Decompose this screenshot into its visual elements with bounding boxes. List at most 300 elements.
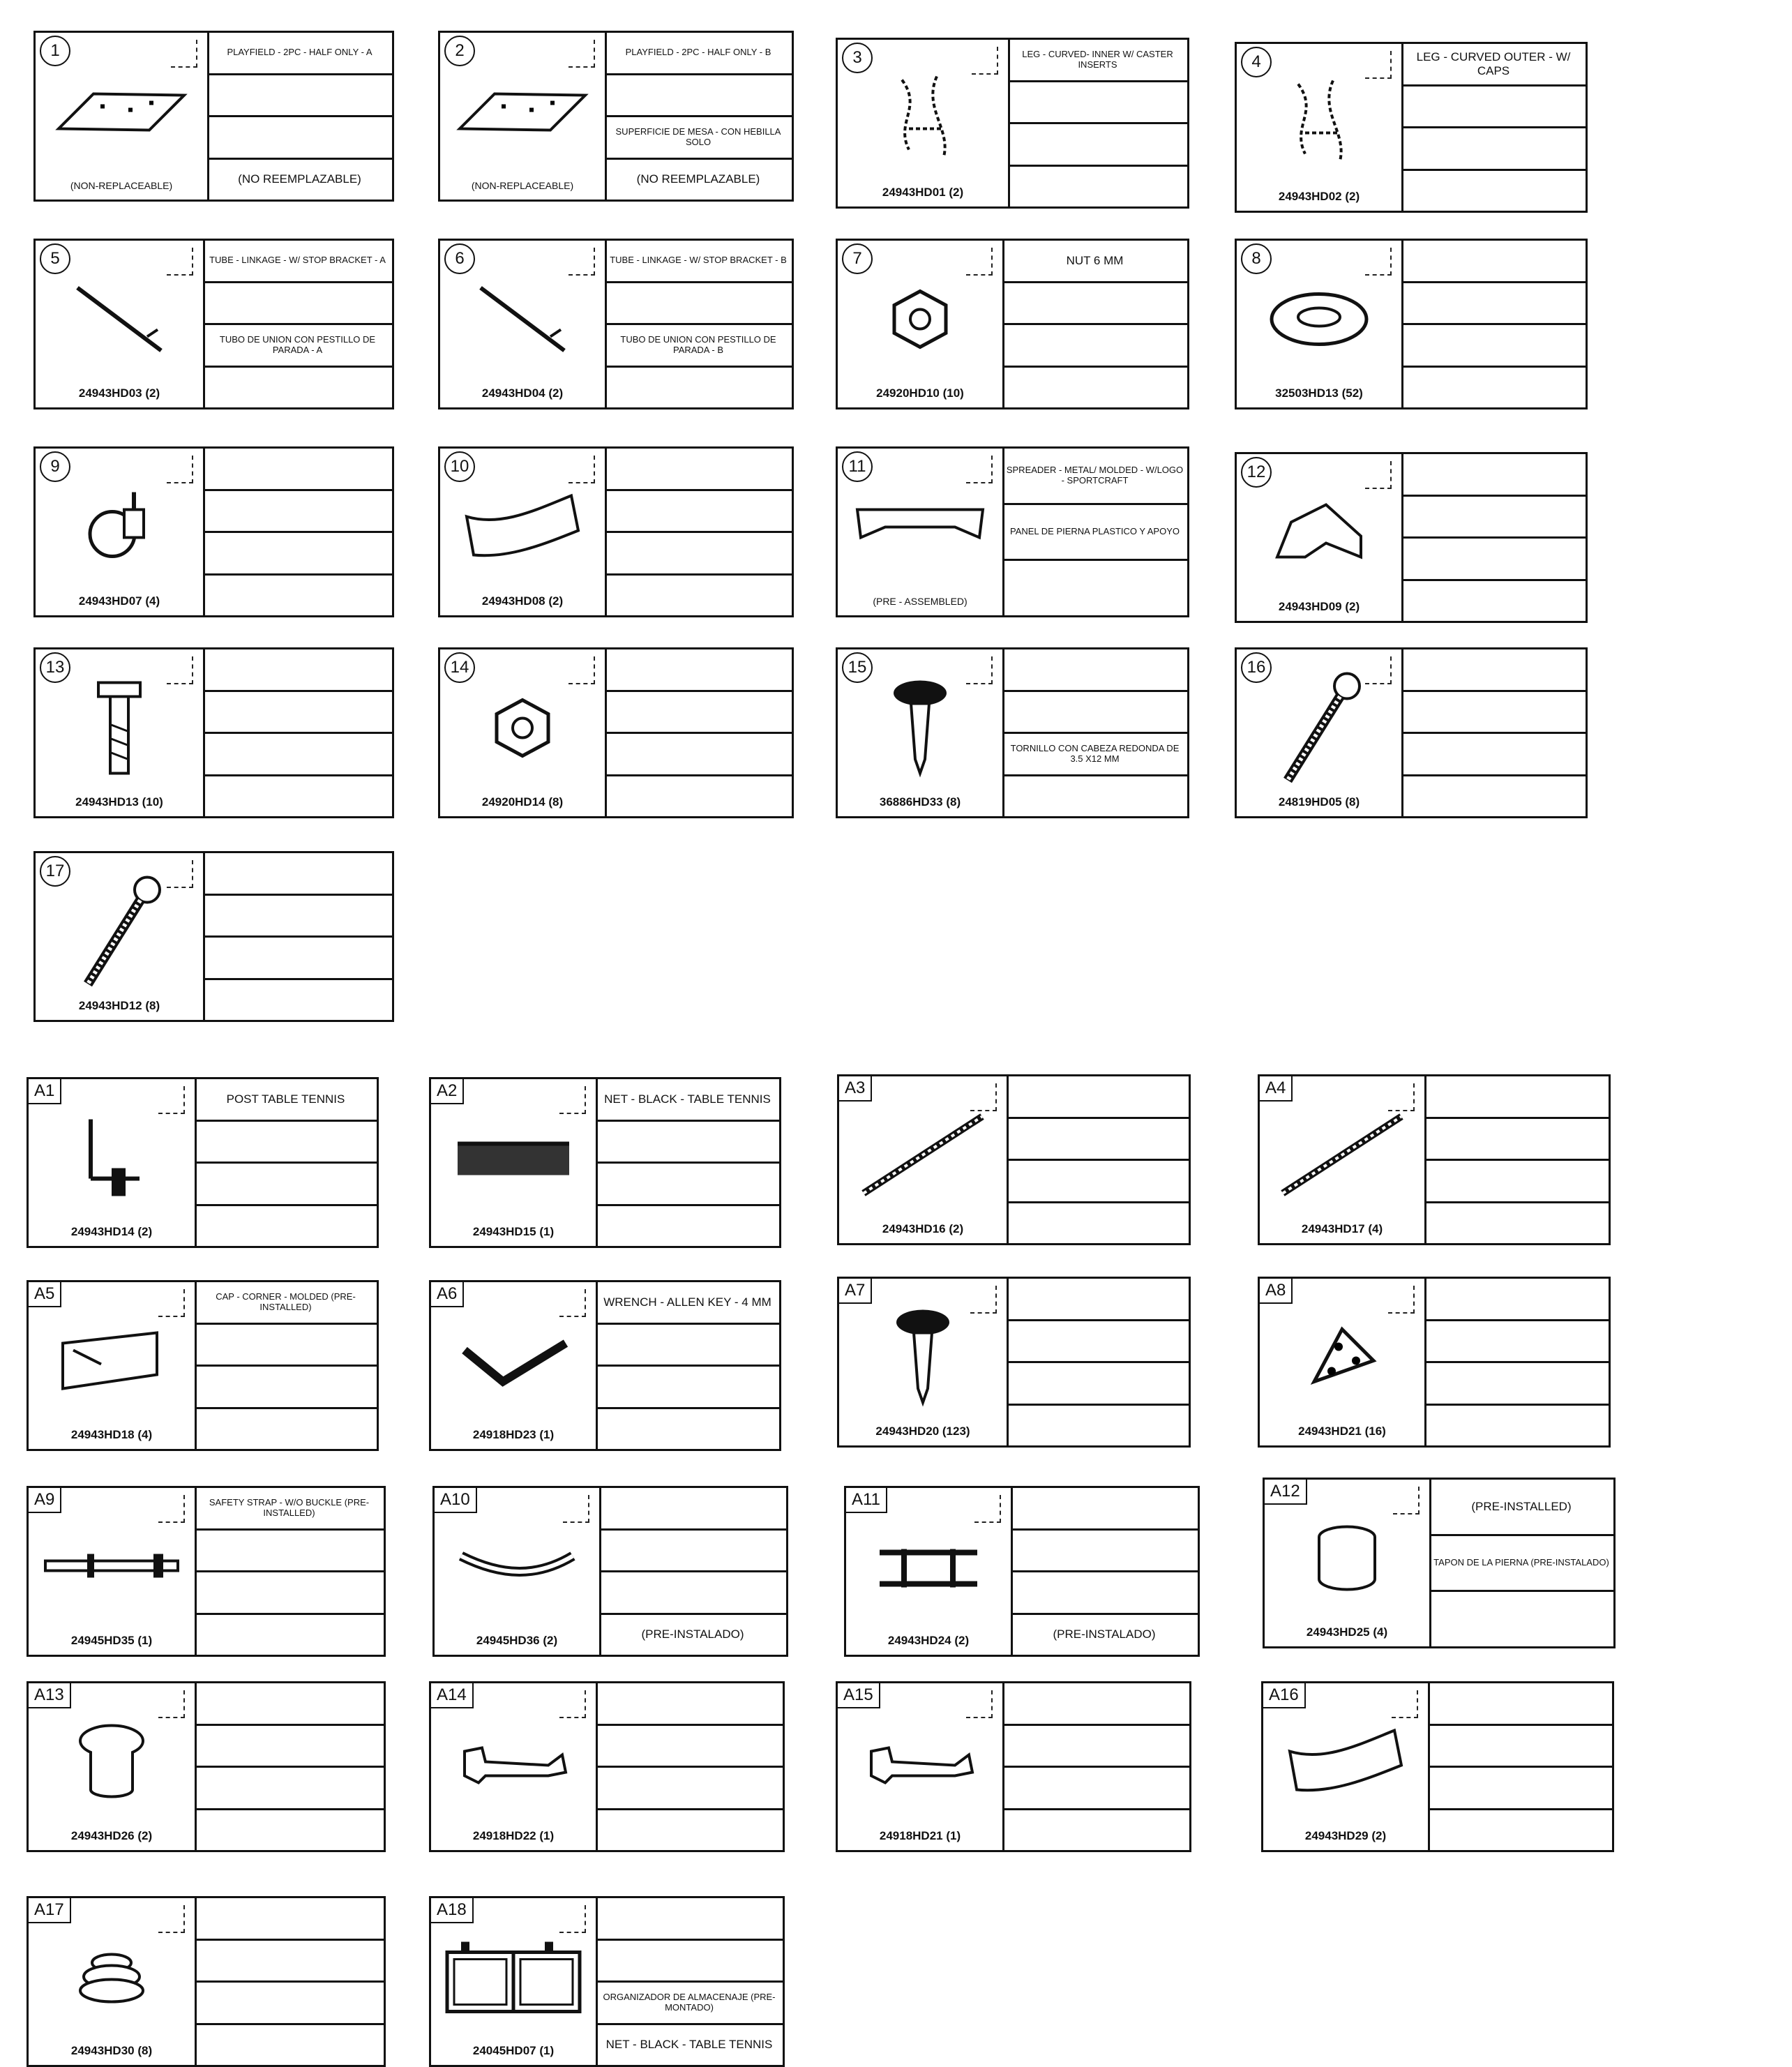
part-id-marker: A12 xyxy=(1265,1480,1307,1505)
description-row xyxy=(1002,1726,1189,1768)
cap-icon xyxy=(73,1720,150,1807)
description-row xyxy=(1401,497,1586,539)
description-row: POST TABLE TENNIS xyxy=(195,1079,377,1122)
part-picture xyxy=(1263,1683,1430,1850)
leg-icon xyxy=(881,66,965,174)
description-row xyxy=(1424,1321,1609,1364)
part-card xyxy=(27,1681,386,1852)
description-row xyxy=(596,1683,783,1726)
description-row: SPREADER - METAL/ MOLDED - W/LOGO - SPORTCRAFT xyxy=(1002,449,1187,505)
part-id-marker: A7 xyxy=(839,1279,872,1304)
description-row xyxy=(1428,1810,1612,1851)
part-picture xyxy=(1265,1480,1431,1646)
part-picture xyxy=(431,1282,598,1449)
description-row xyxy=(1002,776,1187,817)
description-row xyxy=(195,1206,377,1247)
part-id-marker: A10 xyxy=(435,1488,477,1513)
dashed-corner-mark xyxy=(171,40,197,68)
description-row xyxy=(207,117,392,160)
description-row xyxy=(203,533,392,576)
part-number: 24943HD02 (2) xyxy=(1278,190,1360,203)
part-number: 24943HD26 (2) xyxy=(70,1829,153,1842)
part-number: 24943HD09 (2) xyxy=(1278,600,1360,613)
description-row xyxy=(1424,1279,1609,1321)
part-id-marker: 15 xyxy=(842,652,873,683)
description-row xyxy=(1429,1592,1613,1646)
dashed-corner-mark xyxy=(559,1289,586,1317)
description-row: TUBO DE UNION CON PESTILLO DE PARADA - A xyxy=(203,325,392,368)
part-card xyxy=(1263,1478,1616,1648)
bracket-icon xyxy=(1263,494,1375,574)
part-id-marker: 1 xyxy=(40,36,70,66)
part-id-marker: 11 xyxy=(842,451,873,482)
part-card xyxy=(836,38,1189,209)
dashed-corner-mark xyxy=(569,456,595,483)
part-number: 24945HD36 (2) xyxy=(476,1634,558,1647)
description-row: TORNILLO CON CABEZA REDONDA DE 3.5 X12 MM xyxy=(1002,734,1187,776)
description-rows xyxy=(1007,1279,1189,1445)
description-row xyxy=(1007,1406,1189,1446)
frame-icon xyxy=(866,1535,991,1601)
long-bolt-icon xyxy=(70,872,168,994)
description-rows xyxy=(1011,1488,1198,1655)
description-row xyxy=(195,1768,384,1810)
part-number: 24920HD10 (10) xyxy=(876,386,964,400)
description-row xyxy=(195,1810,384,1851)
long-bolt-icon xyxy=(1270,668,1368,790)
description-rows xyxy=(195,1079,377,1246)
description-row xyxy=(596,1726,783,1768)
description-row xyxy=(605,692,792,735)
description-row: NUT 6 MM xyxy=(1002,241,1187,283)
description-row xyxy=(605,649,792,692)
description-row xyxy=(1011,1488,1198,1531)
description-rows xyxy=(1007,1076,1189,1243)
part-number: 24045HD07 (1) xyxy=(472,2044,555,2057)
part-picture xyxy=(29,1282,197,1449)
glide-icon xyxy=(73,1945,150,2011)
description-row xyxy=(1428,1726,1612,1768)
part-picture xyxy=(839,1279,1009,1445)
screw-icon xyxy=(889,675,951,783)
part-id-marker: 6 xyxy=(444,243,475,274)
description-row: TUBE - LINKAGE - W/ STOP BRACKET - B xyxy=(605,241,792,283)
description-row xyxy=(1007,1279,1189,1321)
description-row xyxy=(605,368,792,408)
description-row xyxy=(1002,561,1187,615)
part-card xyxy=(1258,1277,1611,1448)
leg-icon xyxy=(1277,70,1361,178)
description-row: (PRE-INSTALADO) xyxy=(1053,1628,1156,1641)
part-card xyxy=(836,647,1189,818)
part-picture xyxy=(1237,454,1403,621)
description-row xyxy=(195,1325,377,1367)
description-row xyxy=(1428,1683,1612,1726)
dashed-corner-mark xyxy=(563,1495,589,1523)
part-number: 24943HD24 (2) xyxy=(887,1634,970,1647)
part-picture xyxy=(431,1898,598,2065)
description-row xyxy=(1401,692,1586,735)
part-card xyxy=(1261,1681,1614,1852)
dashed-corner-mark xyxy=(1365,656,1392,684)
description-row xyxy=(1007,1076,1189,1119)
description-row: PANEL DE PIERNA PLASTICO Y APOYO xyxy=(1002,505,1187,562)
description-rows xyxy=(605,649,792,816)
dashed-corner-mark xyxy=(167,860,193,888)
description-row xyxy=(1401,283,1586,326)
part-card xyxy=(844,1486,1200,1657)
part-id-marker: A8 xyxy=(1260,1279,1293,1304)
description-row xyxy=(599,1488,786,1531)
part-number: 32503HD13 (52) xyxy=(1275,386,1363,400)
description-row: TAPON DE LA PIERNA (PRE-INSTALADO) xyxy=(1429,1536,1613,1593)
part-picture xyxy=(440,33,607,200)
dashed-corner-mark xyxy=(1365,248,1392,276)
dashed-corner-mark xyxy=(966,456,993,483)
part-number: 36886HD33 (8) xyxy=(879,795,961,809)
part-card xyxy=(33,239,394,409)
description-row xyxy=(203,776,392,817)
part-picture xyxy=(838,241,1004,407)
part-id-marker: 5 xyxy=(40,243,70,274)
description-row: (PRE-INSTALADO) xyxy=(641,1628,744,1641)
description-row xyxy=(203,980,392,1021)
dashed-corner-mark xyxy=(158,1289,185,1317)
description-rows xyxy=(195,1898,384,2065)
dashed-corner-mark xyxy=(1388,1286,1415,1314)
part-id-marker: 10 xyxy=(444,451,475,482)
description-rows xyxy=(195,1488,384,1655)
part-card xyxy=(429,1077,781,1248)
description-row xyxy=(1008,167,1187,207)
description-row xyxy=(605,734,792,776)
description-rows xyxy=(1428,1683,1612,1850)
description-row xyxy=(1011,1531,1198,1573)
description-rows xyxy=(1002,649,1187,816)
part-card xyxy=(1235,452,1588,623)
description-row xyxy=(1401,128,1586,171)
rail-icon xyxy=(1272,1106,1412,1207)
description-row: TUBE - LINKAGE - W/ STOP BRACKET - A xyxy=(203,241,392,283)
part-number: 24943HD18 (4) xyxy=(70,1428,153,1441)
part-number: 24943HD08 (2) xyxy=(481,594,564,608)
description-row xyxy=(203,649,392,692)
description-row xyxy=(203,853,392,896)
part-picture xyxy=(36,449,205,615)
washer-icon xyxy=(1267,287,1371,354)
part-card xyxy=(432,1486,788,1657)
description-row xyxy=(195,1615,384,1655)
part-number: 24943HD01 (2) xyxy=(882,186,964,199)
description-row xyxy=(1401,241,1586,283)
part-id-marker: A6 xyxy=(431,1282,464,1307)
part-card xyxy=(429,1280,781,1451)
part-id-marker: A17 xyxy=(29,1898,71,1923)
organizer-icon xyxy=(440,1934,587,2022)
rail-icon xyxy=(853,1106,993,1207)
description-rows xyxy=(1401,44,1586,211)
description-row xyxy=(599,1531,786,1573)
description-row xyxy=(599,1572,786,1615)
tabletop-icon xyxy=(52,80,191,146)
description-row xyxy=(195,1941,384,1983)
description-row xyxy=(1401,171,1586,211)
part-picture xyxy=(29,1683,197,1850)
dashed-corner-mark xyxy=(158,1086,185,1114)
screw-icon xyxy=(891,1305,954,1413)
part-number: 24943HD17 (4) xyxy=(1301,1222,1383,1235)
description-row xyxy=(1002,368,1187,408)
wrench-icon xyxy=(857,1734,983,1793)
part-number: 24943HD20 (123) xyxy=(875,1425,970,1438)
part-picture xyxy=(29,1079,197,1246)
description-row xyxy=(1424,1119,1609,1162)
description-row: SUPERFICIE DE MESA - CON HEBILLA SOLO xyxy=(605,117,792,160)
description-row xyxy=(203,896,392,938)
part-card xyxy=(836,446,1189,617)
description-row xyxy=(203,283,392,326)
description-rows xyxy=(203,241,392,407)
description-row xyxy=(1002,283,1187,326)
description-row xyxy=(605,283,792,326)
description-row xyxy=(203,734,392,776)
description-row xyxy=(1401,539,1586,581)
part-id-marker: 13 xyxy=(40,652,70,683)
description-row xyxy=(195,1164,377,1206)
part-card xyxy=(438,31,794,202)
part-number: 24943HD12 (8) xyxy=(78,999,160,1012)
description-rows xyxy=(203,649,392,816)
part-card xyxy=(1258,1074,1611,1245)
part-id-marker: 3 xyxy=(842,43,873,73)
description-row xyxy=(195,1531,384,1573)
part-id-marker: A18 xyxy=(431,1898,474,1923)
description-rows xyxy=(596,1898,783,2065)
description-rows xyxy=(207,33,392,200)
part-picture xyxy=(1237,241,1403,407)
part-picture xyxy=(838,40,1010,206)
description-row xyxy=(1007,1321,1189,1364)
description-rows xyxy=(605,241,792,407)
description-row xyxy=(1401,454,1586,497)
description-row xyxy=(596,1768,783,1810)
description-rows xyxy=(599,1488,786,1655)
part-id-marker: A16 xyxy=(1263,1683,1306,1708)
dashed-corner-mark xyxy=(1365,461,1392,489)
dashed-corner-mark xyxy=(559,1086,586,1114)
part-number: 24920HD14 (8) xyxy=(481,795,564,809)
description-row: (PRE-INSTALLED) xyxy=(1429,1480,1613,1536)
dashed-corner-mark xyxy=(1392,1690,1418,1718)
part-picture xyxy=(36,853,205,1020)
description-row xyxy=(1424,1406,1609,1446)
part-card xyxy=(27,1280,379,1451)
description-row xyxy=(1007,1161,1189,1203)
description-row xyxy=(596,1367,779,1409)
description-rows xyxy=(605,33,792,200)
dashed-corner-mark xyxy=(158,1905,185,1933)
part-card xyxy=(27,1077,379,1248)
dashed-corner-mark xyxy=(974,1495,1001,1523)
part-card xyxy=(33,446,394,617)
description-row xyxy=(195,1367,377,1409)
description-row xyxy=(1002,1810,1189,1851)
part-number: 24918HD21 (1) xyxy=(879,1829,961,1842)
description-row: LEG - CURVED OUTER - W/ CAPS xyxy=(1401,44,1586,87)
description-row xyxy=(203,938,392,980)
part-number: 24943HD07 (4) xyxy=(78,594,160,608)
description-row xyxy=(1401,649,1586,692)
spreader-icon xyxy=(850,495,990,562)
panel-icon xyxy=(1283,1723,1408,1803)
part-card xyxy=(837,1074,1191,1245)
description-row xyxy=(605,776,792,817)
description-row xyxy=(203,491,392,534)
part-picture xyxy=(846,1488,1013,1655)
dashed-corner-mark xyxy=(559,1690,586,1718)
description-row: LEG - CURVED- INNER W/ CASTER INSERTS xyxy=(1008,40,1187,82)
description-rows xyxy=(1401,241,1586,407)
part-id-marker: A15 xyxy=(838,1683,880,1708)
dashed-corner-mark xyxy=(167,248,193,276)
description-rows xyxy=(1401,649,1586,816)
dashed-corner-mark xyxy=(569,656,595,684)
description-row xyxy=(1424,1076,1609,1119)
description-rows xyxy=(1002,1683,1189,1850)
part-card xyxy=(438,647,794,818)
curved-strap-icon xyxy=(447,1535,587,1601)
corner-cap-icon xyxy=(52,1322,171,1402)
description-row xyxy=(207,75,392,118)
part-card xyxy=(836,1681,1191,1852)
description-rows xyxy=(596,1683,783,1850)
part-card xyxy=(1235,647,1588,818)
description-rows xyxy=(203,853,392,1020)
part-id-marker: A14 xyxy=(431,1683,474,1708)
description-row xyxy=(195,1683,384,1726)
part-id-marker: 12 xyxy=(1241,457,1272,488)
description-row xyxy=(1401,581,1586,622)
part-number: 24943HD14 (2) xyxy=(70,1225,153,1238)
description-row: (NO REEMPLAZABLE) xyxy=(636,172,760,186)
part-id-marker: 16 xyxy=(1241,652,1272,683)
part-number: 24943HD13 (10) xyxy=(75,795,163,809)
part-id-marker: 2 xyxy=(444,36,475,66)
part-picture xyxy=(440,649,607,816)
part-picture xyxy=(838,1683,1004,1850)
part-card xyxy=(33,31,394,202)
part-picture xyxy=(431,1683,598,1850)
part-id-marker: 9 xyxy=(40,451,70,482)
part-number: 24943HD29 (2) xyxy=(1304,1829,1387,1842)
description-rows xyxy=(195,1683,384,1850)
part-id-marker: 17 xyxy=(40,856,70,887)
description-row xyxy=(1401,776,1586,817)
part-picture xyxy=(1260,1076,1426,1243)
description-row xyxy=(1002,649,1187,692)
description-row: WRENCH - ALLEN KEY - 4 MM xyxy=(596,1282,779,1325)
description-rows xyxy=(596,1282,779,1449)
part-number: 24943HD04 (2) xyxy=(481,386,564,400)
description-row xyxy=(1401,734,1586,776)
description-rows xyxy=(203,449,392,615)
part-id-marker: A13 xyxy=(29,1683,71,1708)
wrench-icon xyxy=(451,1734,576,1793)
description-rows xyxy=(605,449,792,615)
part-id-marker: A5 xyxy=(29,1282,61,1307)
part-card xyxy=(33,851,394,1022)
nut-icon xyxy=(889,287,951,354)
description-row xyxy=(195,1572,384,1615)
description-row xyxy=(203,576,392,616)
dashed-corner-mark xyxy=(569,40,595,68)
description-row xyxy=(605,75,792,118)
part-id-marker: 14 xyxy=(444,652,475,683)
description-row xyxy=(195,1898,384,1941)
description-row xyxy=(605,576,792,616)
description-row xyxy=(1002,692,1187,735)
description-row xyxy=(1002,1768,1189,1810)
leg-cap-icon xyxy=(1309,1519,1385,1600)
description-row xyxy=(1007,1363,1189,1406)
description-row: PLAYFIELD - 2PC - HALF ONLY - B xyxy=(605,33,792,75)
part-number: 24943HD16 (2) xyxy=(882,1222,964,1235)
allen-key-icon xyxy=(454,1329,573,1395)
description-row xyxy=(1428,1768,1612,1810)
part-card xyxy=(837,1277,1191,1448)
dashed-corner-mark xyxy=(158,1495,185,1523)
caster-icon xyxy=(81,488,158,569)
description-row xyxy=(1401,325,1586,368)
post-icon xyxy=(70,1108,153,1210)
nut-icon xyxy=(491,696,554,762)
part-id-marker: A1 xyxy=(29,1079,61,1104)
description-row xyxy=(1007,1203,1189,1244)
description-row xyxy=(605,491,792,534)
description-rows xyxy=(195,1282,377,1449)
description-row xyxy=(203,692,392,735)
description-row xyxy=(195,1726,384,1768)
description-row xyxy=(1401,87,1586,129)
description-row: SAFETY STRAP - W/O BUCKLE (PRE-INSTALLED) xyxy=(195,1488,384,1531)
description-row xyxy=(596,1122,779,1164)
description-row xyxy=(605,449,792,491)
dashed-corner-mark xyxy=(167,656,193,684)
dashed-corner-mark xyxy=(972,47,998,75)
triangle-plate-icon xyxy=(1300,1318,1384,1399)
description-row: NET - BLACK - TABLE TENNIS xyxy=(605,2038,773,2052)
part-id-marker: 7 xyxy=(842,243,873,274)
part-card xyxy=(438,446,794,617)
part-picture xyxy=(1237,649,1403,816)
description-row xyxy=(596,1409,779,1450)
tabletop-icon xyxy=(453,80,592,146)
description-row xyxy=(1424,1203,1609,1244)
description-row xyxy=(596,1941,783,1983)
description-rows xyxy=(1424,1076,1609,1243)
part-picture xyxy=(29,1488,197,1655)
part-picture xyxy=(435,1488,601,1655)
part-card xyxy=(1235,42,1588,213)
part-id-marker: 4 xyxy=(1241,47,1272,77)
part-picture xyxy=(440,449,607,615)
description-row xyxy=(596,1164,779,1206)
part-card xyxy=(27,1896,386,2067)
part-card xyxy=(33,647,394,818)
part-picture xyxy=(1260,1279,1426,1445)
description-row: NET - BLACK - TABLE TENNIS xyxy=(596,1079,779,1122)
description-row xyxy=(1401,368,1586,408)
